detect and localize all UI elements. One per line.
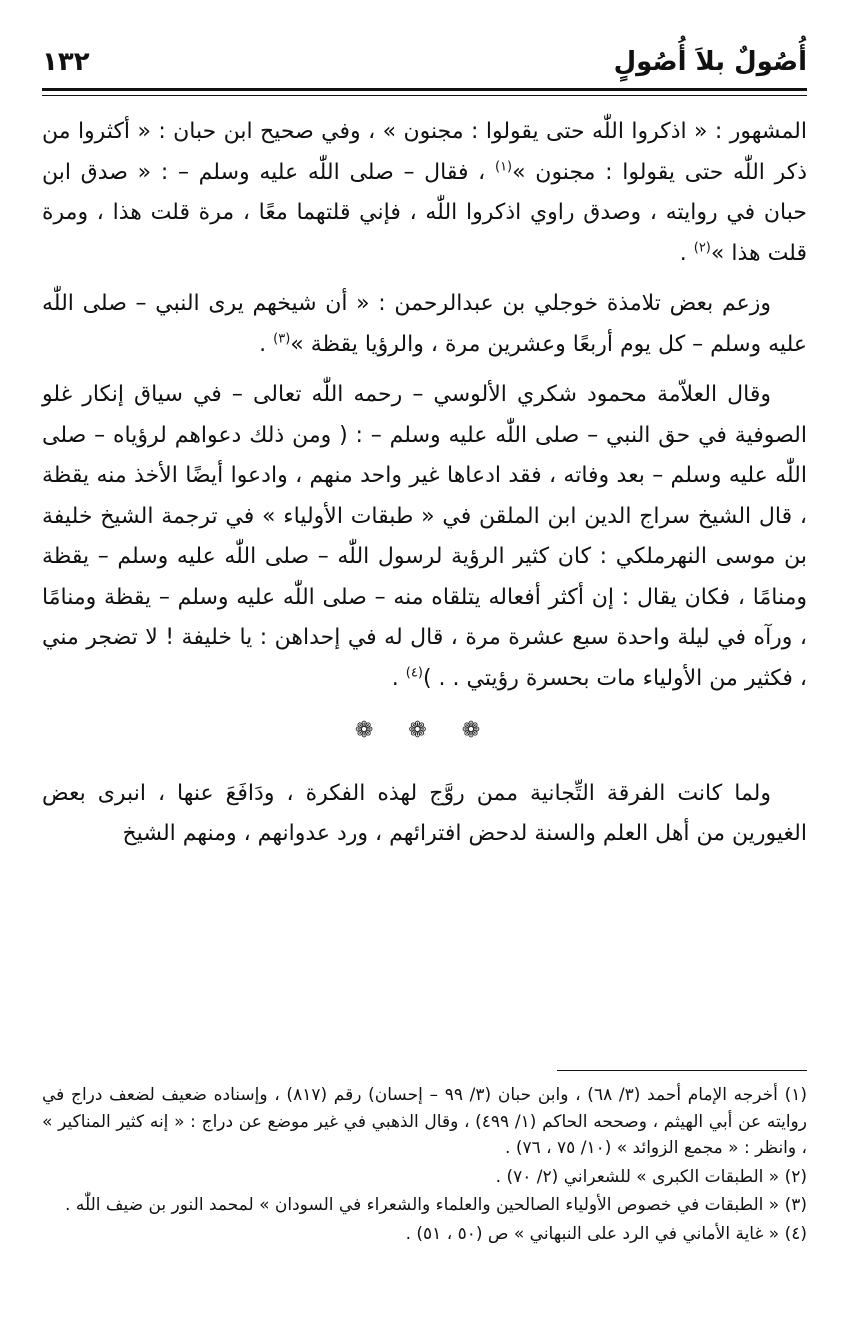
main-text	[42, 112, 807, 865]
page-number: ١٣٢	[42, 47, 90, 77]
paragraph	[42, 112, 807, 274]
footnote: (٢) « الطبقات الكبرى » للشعراني (٢/ ٧٠) .	[495, 1166, 807, 1187]
paragraph-text: وقال العلاّمة محمود شكري الألوسي – رحمه اللّٰه تعالى – في سياق إنكار غلو الصوفية في حق النبي – صلى اللّٰه عليه وسلم – : ( ومن ذلك دعواهم لرؤياه – صلى اللّٰه عليه وسلم – بعد وفاته ، فقد ادعاها غير واحد منهم ، وادعوا أيضًا الأخذ منه يقظة ، قال الشيخ سراج الدين ابن الملقن في « طبقات الأولياء » في ترجمة الشيخ خليفة بن موسى النهرملكي : كان كثير الرؤية لرسول اللّٰه – صلى اللّٰه عليه وسلم – يقظة ومنامًا ، فكان يقال : إن أكثر أفعاله يتلقاه منه – صلى اللّٰه عليه وسلم – يقظة ومنامًا ، ورآه في ليلة واحدة سبع عشرة مرة ، قال له في إحداهن : يا خليفة ! لا تضجر مني ، فكثير من الأولياء مات بحسرة رؤيتي . . )	[42, 382, 807, 691]
paragraph-text: المشهور : « اذكروا اللّٰه حتى يقولوا : مجنون » ، وفي صحيح ابن حبان : « أكثروا من ذكر اللّٰه حتى يقولوا : مجنون »	[42, 119, 808, 185]
paragraph-text: .	[391, 665, 406, 691]
footnote: (٤) « غاية الأماني في الرد على النبهاني » ص (٥٠ ، ٥١) .	[405, 1223, 807, 1244]
footnote-ref: (٤)	[405, 665, 423, 681]
paragraph-text: ولما كانت الفرقة التِّجانية ممن روَّج لهذه الفكرة ، ودَافَعَ عنها ، انبرى بعض الغيورين من أهل العلم والسنة لدحض افترائهم ، ورد عدوانهم ، ومنهم الشيخ	[42, 780, 807, 846]
footnote-ref: (٣)	[273, 331, 291, 347]
paragraph	[42, 375, 807, 699]
footnote-ref: (٢)	[693, 240, 711, 256]
paragraph	[42, 774, 807, 855]
paragraph-text: .	[259, 331, 274, 357]
paragraph-text: ، فقال – صلى اللّٰه عليه وسلم – : « صدق ابن حبان في روايته ، وصدق راوي اذكروا اللّٰه ، فإني قلتهما معًا ، مرة قلت هذا ، ومرة قلت هذا »	[42, 159, 807, 266]
paragraph-text: .	[679, 240, 694, 266]
running-title: أُصُولٌ بلاَ أُصُولٍ	[613, 47, 807, 77]
footnote-separator	[557, 1070, 807, 1071]
header-rule-thin	[42, 95, 807, 96]
paragraph-text: وزعم بعض تلامذة خوجلي بن عبدالرحمن : « أن شيخهم يرى النبي – صلى اللّٰه عليه وسلم – كل يوم أربعًا وعشرين مرة ، والرؤيا يقظة »	[42, 291, 807, 357]
footnotes	[42, 1082, 807, 1249]
section-ornament: ❁ ❁ ❁	[354, 718, 495, 743]
running-header	[42, 38, 807, 82]
footnote: (٣) « الطبقات في خصوص الأولياء الصالحين والعلماء والشعراء في السودان » لمحمد النور بن ضيف اللّٰه .	[65, 1195, 807, 1215]
footnote: (١) أخرجه الإمام أحمد (٣/ ٦٨) ، وابن حبان (٣/ ٩٩ – إحسان) رقم (٨١٧) ، وإسناده ضعيف لضعف دراج في روايته عن أبي الهيثم ، وصححه الحاكم (١/ ٤٩٩) ، وقال الذهبي في غير موضع عن دراج : « إنه كثير المناكير » ، وانظر : « مجمع الزوائد » (١٠/ ٧٥ ، ٧٦) .	[42, 1085, 808, 1158]
paragraph	[42, 284, 807, 365]
footnote-ref: (١)	[494, 159, 513, 175]
header-rule-thick	[42, 88, 807, 91]
